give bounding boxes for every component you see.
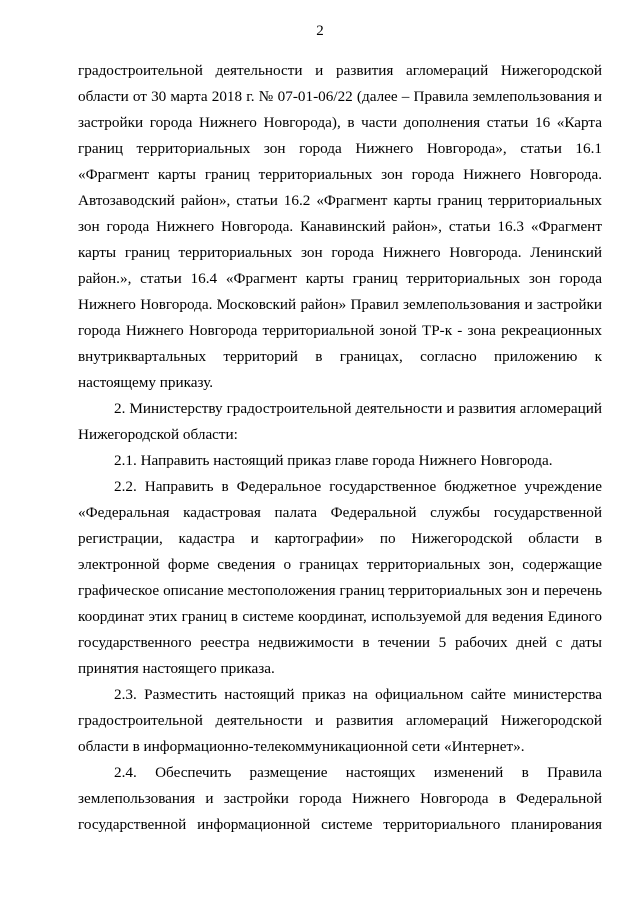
paragraph-item-2: 2. Министерству градостроительной деятельности и развития агломераций Нижегородской области: <box>78 400 602 443</box>
paragraph-item-2-4: 2.4. Обеспечить размещение настоящих изменений в Правила землепользования и застройки города Нижнего Новгорода в Федеральной государственной информационной системе территориального планирования <box>78 764 602 833</box>
paragraph-item-2-1: 2.1. Направить настоящий приказ главе города Нижнего Новгорода. <box>114 452 553 469</box>
page-number: 2 <box>316 23 324 39</box>
paragraph-continuation: градостроительной деятельности и развития агломераций Нижегородской области от 30 марта 2018 г. № 07-01-06/22 (далее – Правила землепользования и застройки города Нижнего Новгорода), в части дополнения статьи 16 «Карта границ территориальных зон города Нижнего Новгорода», статьи 16.1 «Фрагмент карты границ территориальных зон города Нижнего Новгорода. Автозаводский район», статьи 16.2 «Фрагмент карты границ территориальных зон города Нижнего Новгорода. Канавинский район», статьи 16.3 «Фрагмент карты границ территориальных зон города Нижнего Новгорода. Ленинский район.», статьи 16.4 «Фрагмент карты границ территориальных зон города Нижнего Новгорода. Московский район» Правил землепользования и застройки города Нижнего Новгорода территориальной зоной ТР-к - зона рекреационных внутриквартальных территорий в границах, согласно приложению к настоящему приказу. <box>78 62 602 391</box>
paragraph-item-2-2: 2.2. Направить в Федеральное государственное бюджетное учреждение «Федеральная кадастровая палата Федеральной службы государственной регистрации, кадастра и картографии» по Нижегородской области в электронной форме сведения о границах территориальных зон, содержащие графическое описание местоположения границ территориальных зон и перечень координат этих границ в системе координат, используемой для ведения Единого государственного реестра недвижимости в течении 5 рабочих дней с даты принятия настоящего приказа. <box>78 478 602 677</box>
document-body <box>78 58 602 838</box>
paragraph-item-2-3: 2.3. Разместить настоящий приказ на официальном сайте министерства градостроительной деятельности и развития агломераций Нижегородской области в информационно-телекоммуникационной сети «Интернет». <box>78 686 602 755</box>
